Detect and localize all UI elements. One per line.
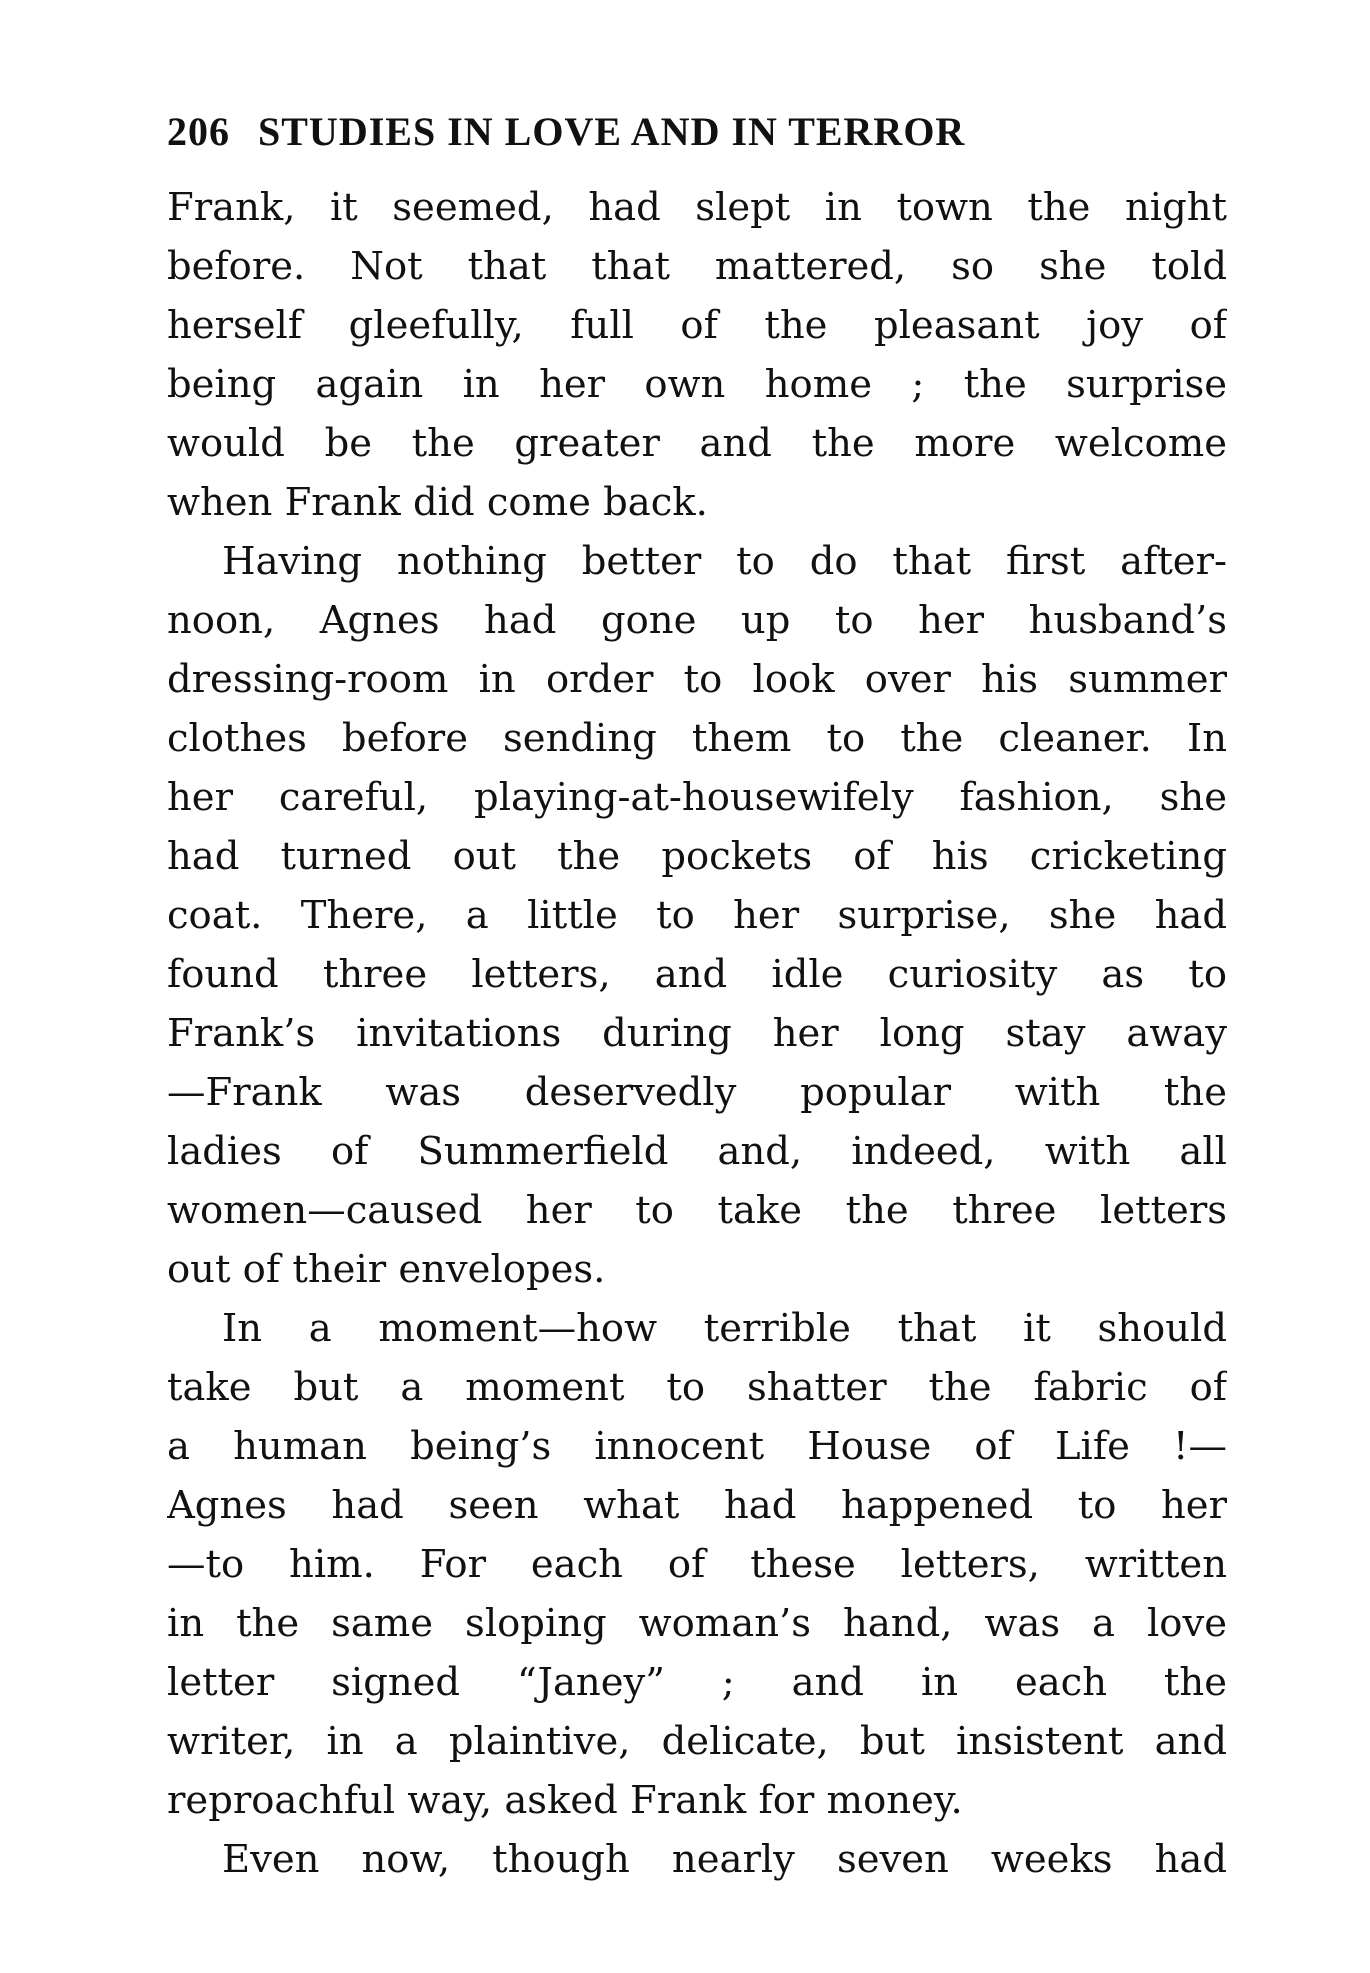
text-line: Agnes had seen what had happened to her [167,1483,1227,1528]
text-line: before. Not that that mattered, so she told [167,244,1227,289]
text-line: reproachful way, asked Frank for money. [167,1778,963,1823]
text-line: In a moment—how terrible that it should [222,1306,1227,1351]
text-line: noon, Agnes had gone up to her husband’s [167,598,1227,643]
text-line: found three letters, and idle curiosity as to [167,952,1227,997]
text-line: a human being’s innocent House of Life !— [167,1424,1227,1469]
text-line: —Frank was deservedly popular with the [167,1070,1227,1115]
running-head [167,108,1227,164]
text-line: Even now, though nearly seven weeks had [222,1837,1227,1882]
text-line: clothes before sending them to the cleaner. In [167,716,1227,761]
paragraph [167,178,1227,532]
text-line: ladies of Summerfield and, indeed, with all [167,1129,1227,1174]
text-line: out of their envelopes. [167,1247,606,1292]
text-line: writer, in a plaintive, delicate, but insistent and [167,1719,1227,1764]
page-number: 206 [167,109,230,154]
text-line: Frank’s invitations during her long stay away [167,1011,1227,1056]
text-line: letter signed “Janey” ; and in each the [167,1660,1227,1705]
text-line: being again in her own home ; the surprise [167,362,1227,407]
text-line: when Frank did come back. [167,480,708,525]
paragraph [167,1830,1227,1889]
text-line: in the same sloping woman’s hand, was a love [167,1601,1227,1646]
text-line: had turned out the pockets of his cricketing [167,834,1227,879]
body-text [167,178,1227,1889]
text-line: Frank, it seemed, had slept in town the night [167,185,1227,230]
text-line: would be the greater and the more welcome [167,421,1227,466]
text-line: —to him. For each of these letters, written [167,1542,1227,1587]
paragraph [167,532,1227,1299]
text-line: women—caused her to take the three letters [167,1188,1227,1233]
text-line: Having nothing better to do that first after- [222,539,1227,584]
text-line: coat. There, a little to her surprise, she had [167,893,1227,938]
text-line: herself gleefully, full of the pleasant joy of [167,303,1227,348]
text-line: take but a moment to shatter the fabric of [167,1365,1227,1410]
text-line: dressing-room in order to look over his summer [167,657,1227,702]
text-line: her careful, playing-at-housewifely fashion, she [167,775,1227,820]
running-title: STUDIES IN LOVE AND IN TERROR [258,109,966,154]
paragraph [167,1299,1227,1830]
